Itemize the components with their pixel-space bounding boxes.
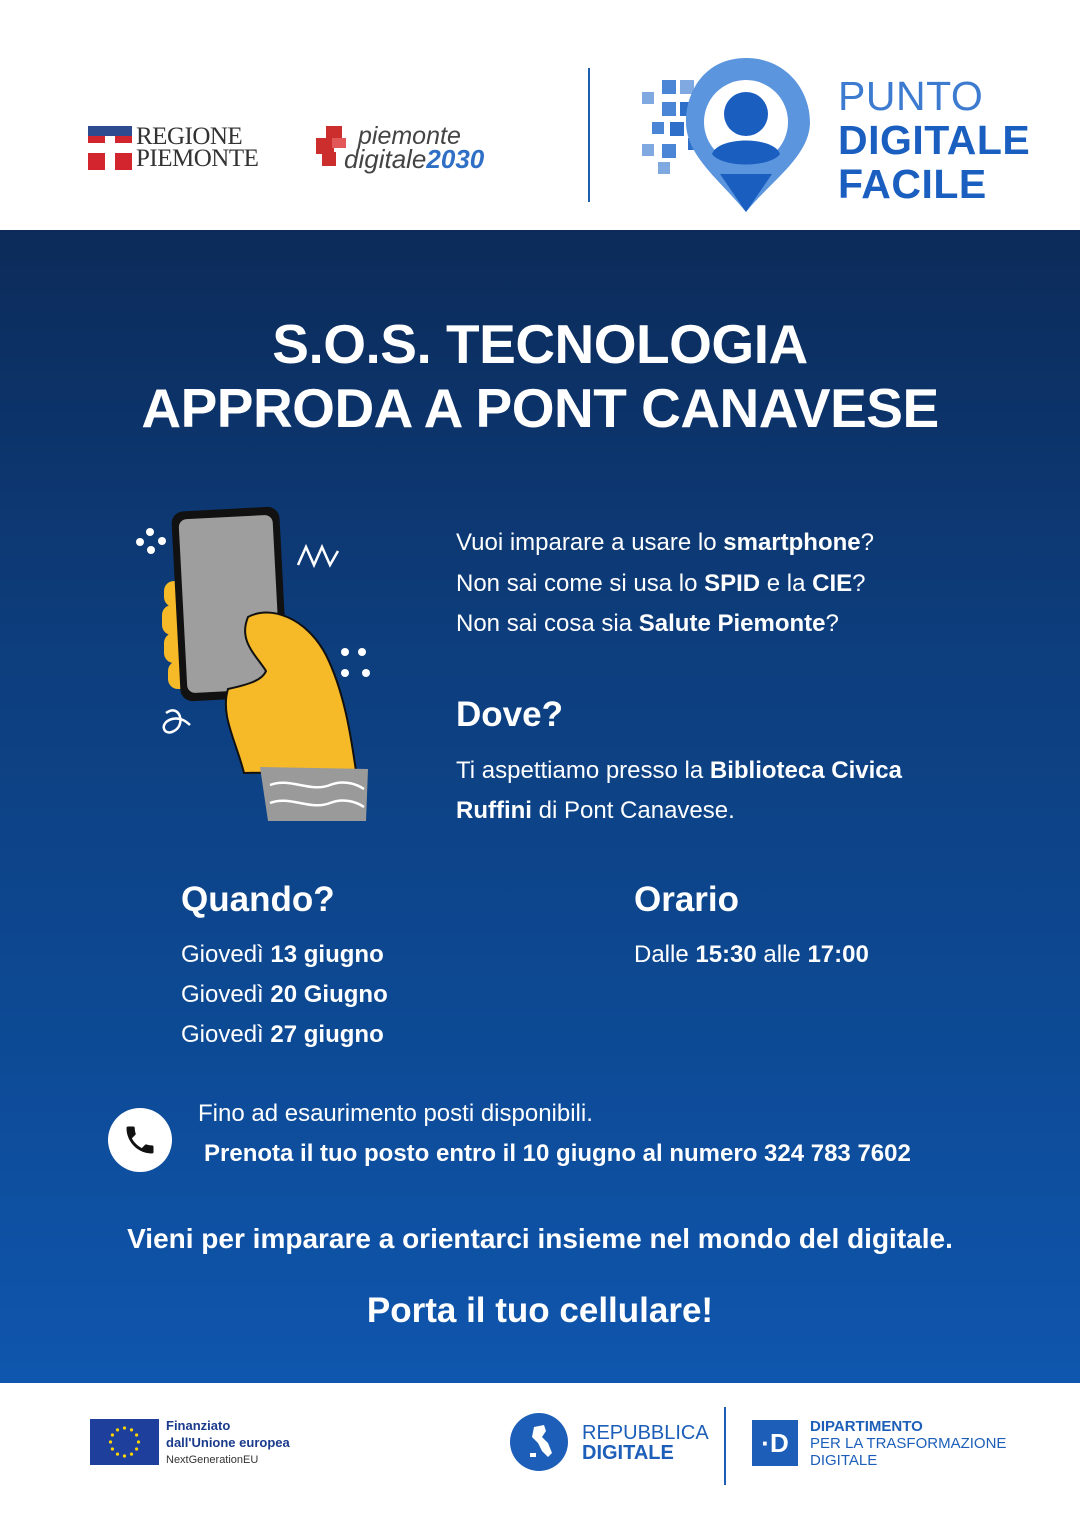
location-pin-icon	[640, 56, 820, 216]
hand-holding-smartphone-icon	[120, 505, 380, 835]
orario-pre: Dalle	[634, 941, 696, 968]
orario-mid: alle	[756, 941, 808, 968]
punto-digitale-facile-logo	[640, 56, 1040, 216]
dove-text	[456, 751, 976, 831]
punto-digitale-facile-text	[838, 74, 1030, 206]
orario-start: 15:30	[695, 941, 757, 968]
intro-text: Non sai come si usa lo	[456, 569, 705, 597]
regione-line1: REGIONE	[136, 123, 243, 150]
piemonte-digitale-2030-logo	[312, 122, 512, 178]
dove-heading: Dove?	[456, 695, 563, 734]
orario-text	[634, 935, 869, 975]
eu-line1: Finanziato	[166, 1418, 231, 1433]
porta-cellulare-message: Porta il tuo cellulare!	[366, 1291, 714, 1330]
title-line1: S.O.S. TECNOLOGIA	[272, 313, 808, 375]
regione-line2: PIEMONTE	[136, 145, 259, 172]
booking-info: Prenota il tuo posto entro il 10 giugno al numero 324 783 7602	[204, 1140, 911, 1167]
repubblica-digitale-text	[582, 1423, 709, 1463]
intro-bold: CIE	[812, 569, 853, 597]
digitale-2030-text	[344, 144, 484, 175]
footer	[0, 1383, 1080, 1532]
dove-post: di Pont Canavese.	[531, 797, 735, 824]
date-day: Giovedì	[181, 1021, 271, 1048]
regione-logo-text	[136, 123, 259, 172]
header-divider	[588, 68, 590, 202]
eu-flag-icon	[90, 1419, 159, 1465]
regione-flag-icon	[88, 126, 132, 170]
date-item	[181, 1015, 388, 1055]
rd-line1: REPUBBLICA	[582, 1422, 709, 1444]
dates-list	[181, 935, 388, 1055]
date-day: Giovedì	[181, 981, 271, 1008]
dipartimento-text	[810, 1418, 1006, 1469]
rd-line2: DIGITALE	[582, 1442, 674, 1464]
intro-text: Non sai cosa sia	[456, 610, 639, 637]
pdf-line3: FACILE	[838, 161, 987, 207]
dove-pre: Ti aspettiamo presso la	[456, 757, 710, 784]
intro-bold: Salute Piemonte	[638, 610, 826, 637]
vieni-message: Vieni per imparare a orientarci insieme nel mondo del digitale.	[127, 1223, 953, 1254]
repubblica-digitale-logo-icon	[510, 1413, 568, 1471]
phone-icon	[108, 1108, 172, 1172]
digitale-word: digitale	[344, 144, 427, 174]
dtd-line2: PER LA TRASFORMAZIONE	[810, 1435, 1007, 1452]
page-title	[0, 312, 1080, 440]
intro-text: ?	[825, 610, 839, 637]
availability-note: Fino ad esaurimento posti disponibili.	[198, 1100, 593, 1127]
quando-heading: Quando?	[181, 880, 335, 919]
dove-location: Biblioteca Civica Ruffini	[456, 757, 902, 824]
intro-line-smartphone	[456, 523, 874, 564]
main-section	[0, 230, 1080, 1383]
eu-funding-text	[166, 1417, 290, 1469]
header	[0, 0, 1080, 230]
date-value: 20 Giugno	[270, 981, 388, 1008]
intro-questions	[456, 523, 874, 645]
date-item	[181, 975, 388, 1015]
intro-text: e la	[760, 569, 813, 597]
year-2030: 2030	[426, 144, 485, 174]
regione-piemonte-logo	[88, 123, 259, 172]
pdf-line2: DIGITALE	[838, 117, 1031, 163]
eu-line3: NextGenerationEU	[166, 1454, 259, 1466]
date-value: 13 giugno	[270, 941, 384, 968]
dtd-line1: DIPARTIMENTO	[810, 1418, 923, 1435]
orario-heading: Orario	[634, 880, 740, 919]
date-value: 27 giugno	[270, 1021, 384, 1048]
intro-text: Vuoi imparare a usare lo	[456, 529, 724, 556]
dipartimento-logo-icon: ·D	[752, 1420, 798, 1466]
intro-bold: smartphone	[723, 529, 861, 556]
intro-text: ?	[852, 569, 866, 597]
date-item	[181, 935, 388, 975]
intro-text: ?	[860, 529, 874, 556]
dtd-line3: DIGITALE	[810, 1452, 878, 1469]
orario-end: 17:00	[807, 941, 869, 968]
intro-bold: SPID	[704, 569, 761, 597]
footer-divider	[724, 1407, 726, 1485]
date-day: Giovedì	[181, 941, 271, 968]
eu-line2: dall'Unione europea	[166, 1435, 290, 1450]
intro-line-salute	[456, 604, 874, 645]
piemonte-text: piemonte	[358, 122, 461, 150]
pdf-line1: PUNTO	[838, 73, 984, 119]
intro-line-spid	[456, 564, 874, 605]
title-line2: APPRODA A PONT CANAVESE	[141, 377, 939, 439]
